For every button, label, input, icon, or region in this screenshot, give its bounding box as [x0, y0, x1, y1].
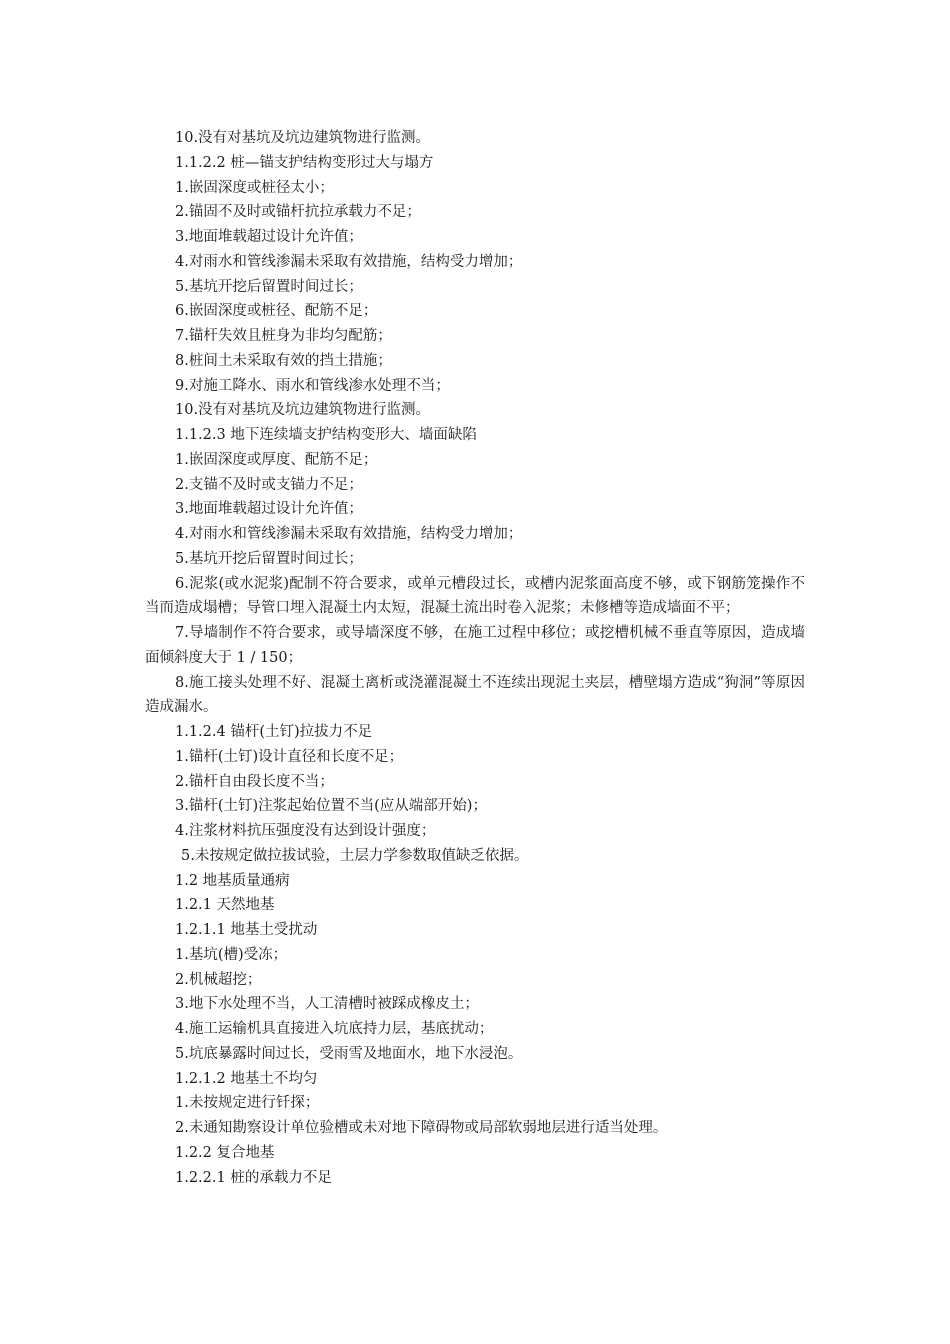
section-heading: 1.2.1 天然地基: [175, 897, 275, 914]
paragraph: 3.锚杆(土钉)注浆起始位置不当(应从端部开始)；: [175, 798, 487, 815]
paragraph: 8.施工接头处理不好、混凝土离析或浇灌混凝土不连续出现泥土夹层，槽壁塌方造成“狗洞”等原因造成漏水。: [145, 674, 805, 716]
paragraph: 5.未按规定做拉拔试验，土层力学参数取值缺乏依据。: [181, 847, 529, 864]
paragraph: 4.对雨水和管线渗漏未采取有效措施，结构受力增加；: [175, 526, 523, 542]
section-heading: 1.2.2.1 桩的承载力不足: [175, 1169, 332, 1186]
paragraph: 7.导墙制作不符合要求，或导墙深度不够，在施工过程中移位；或挖槽机械不垂直等原因，造成墙面倾斜度大于 1 / 150；: [145, 625, 805, 666]
paragraph: 5.基坑开挖后留置时间过长；: [175, 550, 363, 567]
section-heading: 1.1.2.4 锚杆(土钉)拉拔力不足: [175, 724, 373, 740]
section-heading: 1.1.2.2 桩—锚支护结构变形过大与塌方: [175, 154, 434, 171]
paragraph: 1.未按规定进行钎探；: [175, 1095, 320, 1112]
paragraph: 4.施工运输机具直接进入坑底持力层，基底扰动；: [175, 1021, 494, 1037]
paragraph: 1.嵌固深度或桩径太小；: [175, 179, 334, 196]
paragraph: 2.锚固不及时或锚杆抗拉承载力不足；: [175, 204, 421, 221]
document-body: [145, 126, 805, 1190]
paragraph: 9.对施工降水、雨水和管线渗水处理不当；: [175, 377, 450, 394]
paragraph: 7.锚杆失效且桩身为非均匀配筋；: [175, 328, 392, 344]
section-heading: 1.2.1.1 地基土受扰动: [175, 922, 318, 938]
section-heading: 1.2 地基质量通病: [175, 872, 290, 889]
paragraph: 1.嵌固深度或厚度、配筋不足；: [175, 451, 378, 468]
paragraph: 5.基坑开挖后留置时间过长；: [175, 278, 363, 295]
paragraph: 2.未通知勘察设计单位验槽或未对地下障碍物或局部软弱地层进行适当处理。: [175, 1120, 668, 1136]
paragraph: 3.地面堆载超过设计允许值；: [175, 501, 363, 518]
paragraph: 2.锚杆自由段长度不当；: [175, 773, 334, 790]
paragraph: 1.基坑(槽)受冻；: [175, 946, 288, 963]
section-heading: 1.1.2.3 地下连续墙支护结构变形大、墙面缺陷: [175, 427, 477, 443]
paragraph: 2.支锚不及时或支锚力不足；: [175, 476, 363, 493]
paragraph: 10.没有对基坑及坑边建筑物进行监测。: [175, 130, 431, 146]
section-heading: 1.2.1.2 地基土不均匀: [175, 1070, 318, 1087]
paragraph: 5.坑底暴露时间过长，受雨雪及地面水，地下水浸泡。: [175, 1045, 523, 1062]
paragraph: 4.对雨水和管线渗漏未采取有效措施，结构受力增加；: [175, 253, 523, 270]
paragraph: 8.桩间土未采取有效的挡土措施；: [175, 352, 392, 369]
paragraph: 6.泥浆(或水泥浆)配制不符合要求，或单元槽段过长，或槽内泥浆面高度不够，或下钢筋笼操作不当而造成塌槽；导管口埋入混凝土内太短，混凝土流出时卷入泥浆；未修槽等造成墙面不平；: [145, 575, 805, 617]
paragraph: 1.锚杆(土钉)设计直径和长度不足；: [175, 748, 404, 765]
section-heading: 1.2.2 复合地基: [175, 1144, 275, 1161]
paragraph: 10.没有对基坑及坑边建筑物进行监测。: [175, 402, 431, 419]
paragraph: 2.机械超挖；: [175, 971, 262, 988]
paragraph: 6.嵌固深度或桩径、配筋不足；: [175, 303, 378, 320]
paragraph: 3.地面堆载超过设计允许值；: [175, 229, 363, 245]
paragraph: 3.地下水处理不当，人工清槽时被踩成橡皮土；: [175, 996, 479, 1013]
paragraph: 4.注浆材料抗压强度没有达到设计强度；: [175, 823, 436, 839]
